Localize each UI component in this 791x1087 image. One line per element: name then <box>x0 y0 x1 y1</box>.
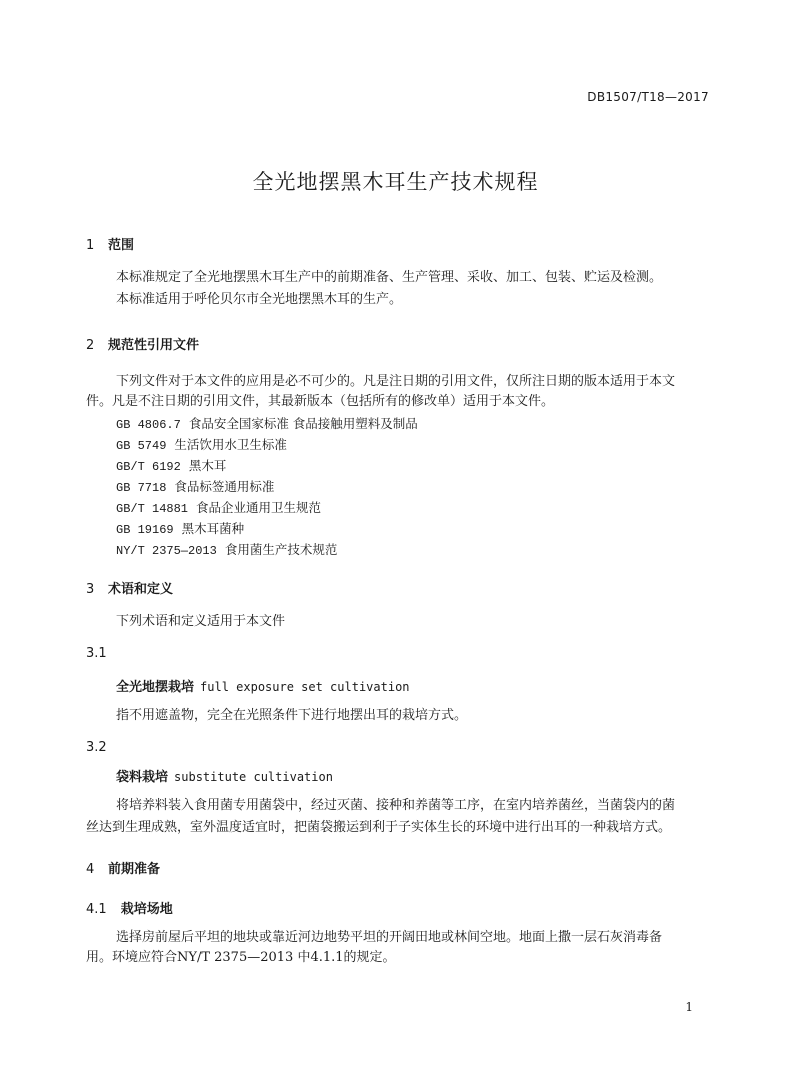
document-code: DB1507/T18—2017 <box>587 90 709 104</box>
reference-name: 食用菌生产技术规范 <box>224 542 338 557</box>
reference-name: 黑木耳菌种 <box>181 521 245 536</box>
reference-name: 食品标签通用标准 <box>174 479 275 494</box>
reference-item <box>116 540 337 558</box>
reference-item <box>116 414 418 432</box>
term-3-1 <box>116 676 410 695</box>
section-title: 规范性引用文件 <box>108 338 200 353</box>
reference-code: GB 7718 <box>116 481 167 495</box>
section-number: 3 <box>86 582 95 597</box>
subsection-4-1-heading <box>86 898 173 917</box>
section-2-paragraph-line-1: 下列文件对于本文件的应用是必不可少的。凡是注日期的引用文件，仅所注日期的版本适用于本文 <box>116 374 676 389</box>
section-1-heading <box>86 234 134 253</box>
section-title: 前期准备 <box>108 862 161 877</box>
reference-item <box>116 477 274 495</box>
term-3-2-definition-line-2: 丝达到生理成熟，室外温度适宜时，把菌袋搬运到利于子实体生长的环境中进行出耳的一种栽培方式。 <box>86 820 672 835</box>
section-1-paragraph-1: 本标准规定了全光地摆黑木耳生产中的前期准备、生产管理、采收、加工、包装、贮运及检测。 <box>116 270 663 285</box>
reference-code: NY/T 2375—2013 <box>116 544 217 558</box>
subsection-title: 栽培场地 <box>120 902 173 917</box>
subsection-3-1-number: 3.1 <box>86 646 107 661</box>
page-number: 1 <box>685 1000 693 1014</box>
section-number: 4 <box>86 862 95 877</box>
section-4-heading <box>86 858 160 877</box>
section-title: 术语和定义 <box>108 582 174 597</box>
reference-code: GB 5749 <box>116 439 167 453</box>
term-3-2-definition-line-1: 将培养料装入食用菌专用菌袋中，经过灭菌、接种和养菌等工序，在室内培养菌丝，当菌袋内的菌 <box>116 798 676 813</box>
reference-name: 食品安全国家标准 食品接触用塑料及制品 <box>188 416 418 431</box>
reference-code: GB 19169 <box>116 523 174 537</box>
document-title: 全光地摆黑木耳生产技术规程 <box>252 170 539 194</box>
section-1-paragraph-2: 本标准适用于呼伦贝尔市全光地摆黑木耳的生产。 <box>116 292 403 307</box>
term-3-2 <box>116 766 333 785</box>
reference-code: GB/T 14881 <box>116 502 189 516</box>
reference-item <box>116 435 287 453</box>
section-number: 1 <box>86 238 95 253</box>
term-chinese: 袋料栽培 <box>116 770 169 785</box>
section-3-paragraph: 下列术语和定义适用于本文件 <box>116 614 286 629</box>
section-number: 2 <box>86 338 95 353</box>
term-english: full exposure set cultivation <box>200 680 410 694</box>
subsection-4-1-paragraph-line-2: 用。环境应符合NY/T 2375—2013 中4.1.1的规定。 <box>86 950 396 965</box>
section-title: 范围 <box>108 238 135 253</box>
term-chinese: 全光地摆栽培 <box>116 680 195 695</box>
section-2-heading <box>86 334 199 353</box>
subsection-number: 4.1 <box>86 902 107 917</box>
reference-item <box>116 519 244 537</box>
reference-name: 生活饮用水卫生标准 <box>174 437 287 452</box>
subsection-4-1-paragraph-line-1: 选择房前屋后平坦的地块或靠近河边地势平坦的开阔田地或林间空地。地面上撒一层石灰消毒备 <box>116 930 663 945</box>
term-english: substitute cultivation <box>174 770 333 784</box>
reference-item <box>116 498 321 516</box>
section-2-paragraph-line-2: 件。凡是不注日期的引用文件，其最新版本（包括所有的修改单）适用于本文件。 <box>86 394 555 409</box>
section-3-heading <box>86 578 173 597</box>
reference-name: 食品企业通用卫生规范 <box>196 500 322 515</box>
reference-item <box>116 456 226 474</box>
reference-name: 黑木耳 <box>188 458 227 473</box>
term-3-1-definition: 指不用遮盖物，完全在光照条件下进行地摆出耳的栽培方式。 <box>116 708 468 723</box>
reference-code: GB 4806.7 <box>116 418 181 432</box>
reference-code: GB/T 6192 <box>116 460 181 474</box>
subsection-3-2-number: 3.2 <box>86 740 107 755</box>
